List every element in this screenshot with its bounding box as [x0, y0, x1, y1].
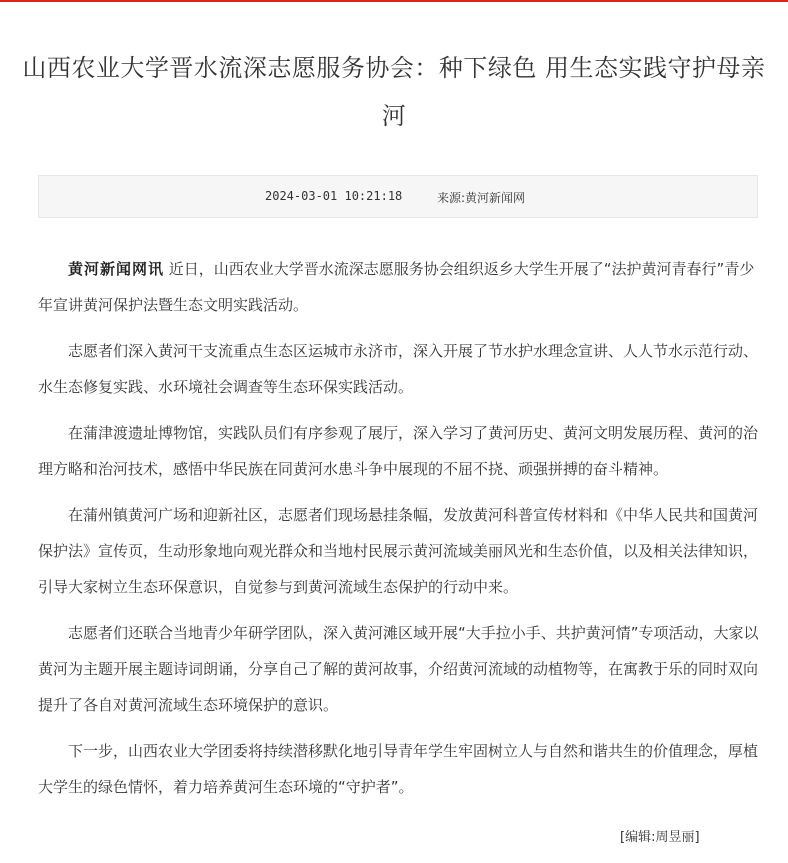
publish-date: 2024-03-01 10:21:18 — [265, 189, 403, 203]
paragraph-1 — [38, 251, 760, 323]
lead-dateline: 黄河新闻网讯 — [68, 260, 165, 278]
editor-credit: [编辑:周昱丽] — [620, 830, 700, 845]
paragraph-2: 志愿者们深入黄河干支流重点生态区运城市永济市，深入开展了节水护水理念宣讲、人人节水示范行动、水生态修复实践、水环境社会调查等生态环保实践活动。 — [38, 342, 759, 396]
source-link[interactable]: 黄河新闻网 — [465, 191, 526, 205]
paragraph-6: 下一步，山西农业大学团委将持续潜移默化地引导青年学生牢固树立人与自然和谐共生的价值理念，厚植大学生的绿色情怀，着力培养黄河生态环境的“守护者”。 — [38, 742, 759, 796]
article-body — [38, 251, 760, 815]
top-accent-line — [0, 0, 788, 2]
paragraph-5: 志愿者们还联合当地青少年研学团队，深入黄河滩区域开展“大手拉小手、共护黄河情”专项活动，大家以黄河为主题开展主题诗词朗诵，分享自己了解的黄河故事，介绍黄河流域的动植物等，在寓教于乐的同时双向提升了各自对黄河流域生态环境保护的意识。 — [38, 624, 759, 714]
article-meta-bar — [38, 175, 758, 218]
paragraph-1-text: 近日，山西农业大学晋水流深志愿服务协会组织返乡大学生开展了“法护黄河青春行”青少年宣讲黄河保护法暨生态文明实践活动。 — [38, 260, 755, 314]
article-source — [437, 189, 525, 206]
paragraph-3: 在蒲津渡遗址博物馆，实践队员们有序参观了展厅，深入学习了黄河历史、黄河文明发展历程、黄河的治理方略和治河技术，感悟中华民族在同黄河水患斗争中展现的不屈不挠、顽强拼搏的奋斗精神。 — [38, 424, 759, 478]
source-label: 来源: — [437, 191, 466, 205]
paragraph-4: 在蒲州镇黄河广场和迎新社区，志愿者们现场悬挂条幅，发放黄河科普宣传材料和《中华人民共和国黄河保护法》宣传页，生动形象地向观光群众和当地村民展示黄河流域美丽风光和生态价值，以及相关法律知识，引导大家树立生态环保意识，自觉参与到黄河流域生态保护的行动中来。 — [38, 506, 759, 596]
article-title: 山西农业大学晋水流深志愿服务协会：种下绿色 用生态实践守护母亲河 — [22, 54, 766, 130]
